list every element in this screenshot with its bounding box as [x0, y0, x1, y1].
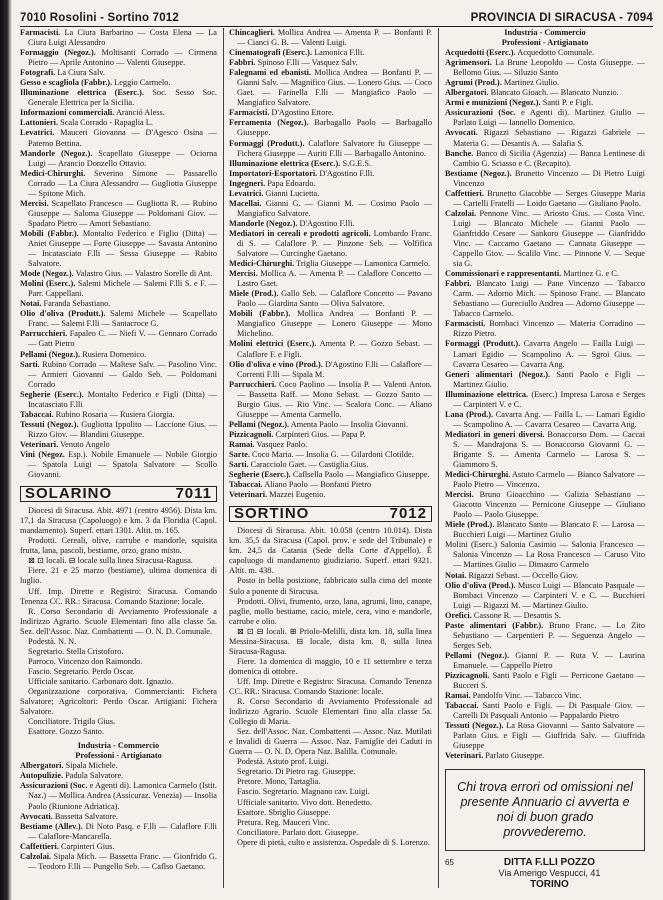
directory-entry: Calzolai. Sipala Mich. — Bassetta Franc. — Gionfrido G. — Teodoro F.lli — Pungello Seb. — Caflso Gaetano.	[20, 851, 217, 871]
page-header	[20, 6, 653, 24]
directory-entry: Pellami (Negoz.). Amenta Paolo — Insolia Giovanni.	[229, 419, 409, 429]
industry-title: Industria - Commercio	[77, 741, 160, 751]
description-paragraph: Posto in bella posizione, fabbricato sulla cima del monte Sulo a ponente di Siracusa.	[229, 576, 432, 596]
directory-entry: Importatori-Esportatori. D'Agostino F.lli.	[229, 168, 375, 178]
description-paragraph: Diocesi di Siracusa. Abit. 4971 (centro 4956). Dista km. 17,1 da Siracusa (Capoluogo) e km. 3 da Floridia (Capol. mandamento). Superf. ettari 1301. Altit. m. 165.	[20, 506, 217, 536]
directory-entry: Fotografi. La Ciura Salv.	[20, 68, 105, 78]
description-paragraph: R. Corso Secondario di Avviamento Professionale ad Indirizzo Agrario. Scuole Elementari fino alla classe 5a. Collegio di Maria.	[229, 697, 432, 727]
directory-entry: Medici-Chirurghi. Triglia Giuseppe — Lamonica Carmelo.	[229, 259, 431, 269]
directory-entry: Molini elettrici (Eserc.). Amenta P. — Gozzo Sebast. — Calaflore F. e Figli.	[229, 339, 432, 359]
description-paragraph: Parroco. Vincenzo don Raimondo.	[28, 656, 143, 666]
directory-entry: Pellami (Negoz.). Rusiera Domenico.	[20, 349, 147, 359]
errata-notice: Chi trova errori od omissioni nel presente Annuario ci avverta e noi di buon grado provvederemo.	[445, 769, 645, 851]
sortino-entries	[445, 48, 645, 761]
directory-entry: Autopulizie. Padula Salvatore.	[20, 771, 124, 781]
directory-entry: Veterinari. Parlato Giuseppe.	[445, 751, 545, 761]
directory-entry: Levatrici. Mauceri Giovanna — D'Agesco Osina — Paterno Bettina.	[20, 128, 217, 148]
column-divider	[223, 28, 224, 888]
directory-entry: Olio d'oliva (Prod.). Musco Luigi — Blancato Pasquale — Bombaci Vincenzo — Carpinteri V. e C. — Bucchieri Luigi — Rigazzi M. — Martinez Giulio.	[445, 580, 645, 610]
ad-company: DITTA F.LLI POZZO	[503, 857, 595, 869]
solarino-description	[20, 506, 217, 737]
directory-entry: Albergatori. Sipala Michele.	[20, 761, 118, 771]
directory-entry: Gesso e scagliola (Fabbr.). Leggio Carmelo.	[20, 78, 171, 88]
directory-entry: Levatrici. Gianni Lucietta.	[229, 188, 320, 198]
column-divider	[438, 28, 439, 888]
directory-entry: Sarti. Rubino Corrado — Maltese Salv. — Pasolino Vinc. — Armieri Giovanni — Galdo Seb. — Poldomani Corrado	[20, 359, 217, 389]
directory-entry: Farmacisti. La Ciura Barbarino — Costa Elena — La Ciura Luigi Alessandro	[20, 28, 217, 48]
directory-entry: Mandorle (Negoz.). Scapellato Giuseppe — Ociorna Luigi — Arancio Donzello Ottavio.	[20, 148, 217, 168]
directory-entry: Illuminazione elettrica. (Eserc.) Impresa Larosa e Serges — Carpinteri V. e C.	[445, 389, 646, 409]
directory-entry: Ramai. Vasquez Paolo.	[229, 439, 308, 449]
scan-edge-shadow	[0, 0, 12, 900]
description-paragraph: R. Corso Secondario di Avviamento Professionale a Indirizzo Agrario. Scuole Elementari fino alla classe 5a. Sez. dell'Assoc. Naz. Combattenti — O. N. D. Comunale.	[20, 606, 217, 636]
solarino-heading	[20, 486, 217, 502]
directory-entry: Lana (Prod.). Cavarra Ang. — Failla L. — Lamari Egidio — Scampolino A. — Cavarra Cesareo — Cavarra Ang.	[445, 409, 645, 429]
directory-entry: Medici-Chirurghi. Severino Simone — Passarello Corrado — La Ciura Alessandro — Gugliotta Giuseppe — Spitone Mich.	[20, 168, 217, 198]
description-paragraph: Fiere. 21 e 25 marzo (bestiame), ultima domenica di luglio.	[20, 566, 217, 586]
description-paragraph: Diocesi di Siracusa. Abit. 10.058 (centro 10.014). Dista km. 35,5 da Siracusa (Capol. prov. e sede del Tribunale) e km. 24,5 da Catania (Sede della Corte d'Appello). È capoluogo di mandamento giudiziario. Superf. ettari 9321. Altit. m. 438.	[229, 526, 432, 576]
directory-entry: Segherie (Eserc.). Caflsella Paolo — Mangiafico Giuseppe.	[229, 470, 430, 480]
description-paragraph: Uff. Imp. Dirette e Registro: Siracusa. Comando Tenenza CC. RR.: Siracusa. Comando Stazione: locale.	[20, 586, 217, 606]
sortino-heading	[229, 506, 432, 522]
directory-entry: Paste alimentari (Fabbr.). Bruno Franc. — Lo Zito Sebastiano — Carpentieri P. — Seguenza Angelo — Serges Seb.	[445, 620, 646, 650]
directory-entry: Falegnami ed ebanisti. Mollica Andrea — Bonfanti P. — Gianni Salv. — Magnifico Gius. — Lonero Gius. — Coco Gaet. — Farinella F.lli — Mangiafico Paolo — Mangiafico Salvatore.	[229, 68, 432, 108]
directory-entry: Albergatori. Blancato Gioach. — Blancato Nunzio.	[445, 88, 619, 98]
solarino-entries-cont	[229, 28, 432, 500]
description-paragraph: Pretore. Mono, Tartaglia.	[237, 777, 321, 787]
directory-entry: Tessuti (Negoz.). Gugliotta Ippolito — Laccione Gius. — Rizzo Giov. — Blandini Giuseppe.	[20, 419, 217, 439]
description-paragraph: Esattore. Sbriglio Giuseppe.	[237, 807, 331, 817]
directory-entry: Veterinari. Venuto Angelo	[20, 439, 110, 449]
directory-entry: Veterinari. Mazzei Eugenio.	[229, 490, 326, 500]
column-1	[20, 28, 217, 888]
description-paragraph: Prodotti. Cereali, olive, carrube e mandorle, squisita frutta, lana, pascoli, bestiame, orzo, grano misto.	[20, 536, 217, 556]
directory-entry: Illuminazione elettrica (Eserc.). S.G.E.S.	[229, 158, 372, 168]
header-rule	[20, 26, 653, 27]
directory-entry: Fabbri. Spinoso F.lli — Vasquez Salv.	[229, 58, 358, 68]
directory-entry: Farmacisti. Bombaci Vincenzo — Materia Corradino — Rizzo Pietro.	[445, 319, 645, 339]
description-paragraph: Organizzazione corporativa. Commercianti: Fichera Salvatore; Agricoltori: Perdo Oscar. Artigiani: Fichera Salvatore.	[20, 687, 217, 717]
directory-entry: Pizzicagnoli. Carpinteri Gius. — Papa P.	[229, 429, 366, 439]
sortino-title: SORTINO	[234, 505, 310, 523]
directory-entry: Ingegneri. Papa Edoardo.	[229, 178, 316, 188]
directory-entry: Cinematografi (Eserc.). Lamonica F.lli.	[229, 48, 365, 58]
ad-city: TORINO	[530, 879, 569, 891]
directory-entry: Olio d'oliva (Produtt.). Salemi Michele — Scapellato Franc. — Salemi F.lli — Santacroce G.	[20, 309, 217, 329]
header-right: PROVINCIA DI SIRACUSA - 7094	[470, 12, 653, 24]
directory-entry: Agrumi (Prod.). Martinez Giulio.	[445, 78, 560, 88]
directory-entry: Formaggi (Produtt.). Cavarra Angelo — Failla Luigi — Lamari Egidio — Scampolino A. — Sgroi Gius. — Cavarra Cesareo — Cavarra Ang.	[445, 339, 645, 369]
directory-entry: Mediatori in cereali e prodotti agricoli. Lombardo Franc. di S. — Calaflore P. — Pinzone Seb. — Volfifica Salvatore — Curcinghe Gaetano.	[229, 228, 432, 259]
directory-entry: Mercisi. Bruno Gioacchino — Galizia Sebastiano — Giacotto Vincenzo — Pernicone Giuseppe — Giuliano Paolo — Paolo Giuseppe.	[445, 490, 645, 520]
description-paragraph: Sez. dell'Assoc. Naz. Combattenti — Assoc. Naz. Mutilati e Invalidi di Guerra — Assoc. Naz. Famiglie dei Caduti in Guerra — O. N. D. Opera Naz. Balilla. Comunale.	[229, 727, 432, 757]
description-paragraph: Fiere. 1a domenica di maggio, 10 e 11 settembre e terza domenica di ottobre.	[229, 656, 432, 676]
directory-entry: Parrucchieri. Fapaleo C. — Niefi V. — Gennaro Corrado — Gatt Pietro	[20, 329, 217, 349]
directory-entry: Vini (Negoz. Esp.). Nobile Emanuele — Nobile Giorgio — Spatola Luigi — Spatola Salvatore — Scollo Giovanni.	[20, 449, 217, 480]
directory-entry: Avvocati. Bassetta Salvatore.	[20, 811, 119, 821]
directory-entry: Lattonieri. Scala Corrado - Rapaglia L.	[20, 118, 153, 128]
description-paragraph: ⊠ ⊡ locali. ⊟ locale sulla linea Siracusa-Ragusa.	[28, 556, 193, 566]
description-paragraph: Opere di pietà, culto e assistenza. Ospedale di S. Lorenzo.	[237, 837, 430, 847]
column-2	[229, 28, 432, 888]
directory-entry: Notai. Faranda Sebastiano.	[20, 299, 111, 309]
directory-entry: Tessuti (Negoz.). La Rosa Giovanni — Santo Salvatore — Parlato Gius. e Figli — Giuffrida Salv. — Giuffrida Giuseppe	[445, 721, 645, 751]
directory-entry: Caffettieri. Carpinteri Gius.	[20, 841, 115, 851]
description-paragraph: Segretario. Stella Cristoforo.	[28, 646, 124, 656]
directory-entry: Pizzicagnoli. Santi Paolo e Figli — Perricone Gaetano — Bucceri S.	[445, 671, 645, 691]
sortino-description	[229, 526, 432, 848]
column-3	[445, 28, 646, 891]
sortino-code: 7012	[389, 505, 427, 523]
description-paragraph: Ufficiale sanitario. Carbonaro dott. Ignazio.	[28, 676, 174, 686]
description-paragraph: Esattore. Gozzo Santo.	[28, 727, 105, 737]
directory-entry: Notai. Rigazzi Sebast. — Occello Giov.	[445, 570, 579, 580]
solarino-title: SOLARINO	[25, 485, 113, 503]
directory-entry: Assicurazioni (Soc. e Agenti di). Lamonica Carmelo (Istit. Naz.) — Mollica Andrea (Assicuraz. Venezia) — Insolia Paolo (Riunione Adriatica).	[20, 781, 218, 811]
description-paragraph: Fascio. Segretario. Perdo Oscar.	[28, 666, 135, 676]
header-left: 7010 Rosolini - Sortino 7012	[20, 12, 179, 24]
directory-entry: Avvocati. Rigazzi Sebastiano — Rigazzi Gabriele — Materia G. — Desantis A. — Salafia S.	[445, 128, 645, 148]
description-paragraph: Pretura. Reg. Mauceri Vinc.	[237, 817, 330, 827]
ad-address: Via Amerigo Vespucci, 41	[498, 868, 601, 879]
directory-entry: Caffettieri. Brunetto Giacobbe — Serges Giuseppe Maria — Cartelli Fratelli — Loido Gaetano — Giuliano Paolo.	[445, 188, 645, 208]
industry-subtitle: Professioni - Artigianato	[501, 38, 589, 48]
directory-entry: Molini (Eserc.). Salemi Michele — Salemi F.lli S. e F. — Parr. Cappellani.	[20, 279, 217, 299]
directory-entry: Mandorle (Negoz.). D'Agostino F.lli.	[229, 218, 355, 228]
directory-entry: Formaggi (Produtt.). Calaflore Salvatore fu Giuseppe — Fichera Giuseppe — Auriti F.lli — Barbagallo Antonino.	[229, 138, 432, 158]
directory-entry: Commissionari e rappresentanti. Martinez G. e C.	[445, 269, 619, 279]
advertisement	[445, 857, 645, 890]
directory-entry: Ferramenta (Negoz.). Barbagallo Paolo — Barbagallo Giuseppe.	[229, 118, 432, 138]
directory-entry: Tabaccai. Aliano Paolo — Bonfanti Pietro	[229, 480, 372, 490]
directory-entry: Orefici. Cassone R. — Desantis S.	[445, 610, 562, 620]
directory-entry: Mode (Negoz.). Valastro Gius. — Valastro Sorelle di Ant.	[20, 269, 213, 279]
description-paragraph: Ufficiale sanitario. Vivo dott. Benedetto.	[237, 797, 372, 807]
directory-entry: Sarte. Coco Maria. — Insolia G. — Gilardoni Clotilde.	[229, 449, 414, 459]
solarino-code: 7011	[175, 485, 212, 503]
directory-entry: Mercisi. Scapellato Francesco — Gugliotta R. — Rubino Giuseppe — Saloma Giuseppe — Poldomani Giov. — Spadaro Pietro — Amori Sebastiano.	[20, 198, 217, 228]
directory-entry: Tabaccai. Santi Paolo e Figli. — Di Pasquale Giov. — Cartelli Di Pasquali Antonio — Pappalardo Pietro	[445, 701, 645, 721]
directory-entry: Ramai. Pandolfo Vinc. — Tabacco Vinc.	[445, 691, 582, 701]
directory-entry: Mediatori in generi diversi. Bonaccorso Dom. — Caccai S. — Mandrajona S. — Bonaccorso Giovanni G. — Brigante S. — Amenta Carmelo — Larosa S. — Giammoro S.	[445, 429, 646, 470]
directory-entry: Assicurazioni (Soc. e Agenti di). Martinez Giulio — Parlato Luigi — Iannello Domenico.	[445, 108, 645, 128]
description-paragraph: Podestà. N. N.	[28, 636, 77, 646]
description-paragraph: Segretario. Di Pietro rag. Giuseppe.	[237, 767, 356, 777]
directory-entry: Parrucchieri. Coco Paolino — Insolia P. — Valenti Anton. — Bassetta Raff. — Mono Sebast. — Gozzo Santo — Burgio Gius. — Rio Vinc. — Scalora Conc. — Aliano Giuseppe — Amenta Carmello.	[229, 379, 432, 419]
directory-entry: Pellami (Negoz.). Gianni P. — Ruta V. — Laurina Emanuele. — Cappello Pietro	[445, 650, 645, 670]
directory-entry: Fabbri. Blancato Luigi — Pane Vincenzo — Tabacco Carm. — Adorno Mich. — Spinoso Franc. — Blancato Sebastiano — Gureciullo Andrea — Adorno Giuseppe — Tabacco Carmelo.	[445, 279, 645, 319]
directory-entry: Segherie (Eserc.). Montalto Federico e Figli (Ditta) — Incatasciato F.lli	[20, 389, 218, 409]
page-number: 65	[445, 858, 454, 868]
rosolini-entries	[20, 28, 217, 480]
industry-title: Industria - Commercio	[504, 28, 586, 37]
directory-entry: Miele (Prod.). Gallo Seb. — Calaflore Concetto — Pavano Paolo — Giardina Santo — Oliva Salvatore.	[229, 289, 432, 309]
directory-entry: Medici-Chirurghi. Astuto Carmelo — Bianco Salvatore — Paolo Pietro — Vincenzo.	[445, 470, 645, 490]
description-paragraph: Conciliatore. Parlato dott. Giuseppe.	[237, 827, 359, 837]
description-paragraph: Uff. Imp. Dirette e Registro: Siracusa. Comando Tenenza CC. RR.: Siracusa. Comando Stazione: locale.	[229, 676, 432, 696]
directory-entry: Illuminazione elettrica (Eserc.). Soc. Sesso Soc. Generale Elettrica per la Sicilia.	[20, 88, 217, 108]
directory-entry: Armi e munizioni (Negoz.). Santi P. e Figli.	[445, 98, 594, 108]
directory-entry: Informazioni commerciali. Aranció Aless.	[20, 108, 165, 118]
description-paragraph: Fascio. Segretario. Magnano cav. Luigi.	[237, 787, 370, 797]
description-paragraph: ⊠ ⊡ ⊟ locali. ⊞ Priolo-Melilli, dista km. 18, sulla linea Messina-Siracusa. ⊟ locale, dista km. 8, sulla linea Siracusa-Ragusa.	[229, 626, 432, 656]
directory-entry: Bestiame (Negoz.). Brunetto Vincenzo — Di Pietro Luigi Vincenzo	[445, 168, 645, 188]
industry-subtitle: Professioni - Artigianato	[75, 751, 162, 761]
directory-entry: Generi alimentari (Negoz.). Santi Paolo e Figli — Martinez Giulio.	[445, 369, 646, 389]
directory-entry: Chincaglieri. Mollica Andrea — Amenta P. — Bonfanti P. — Cianci G. B. — Valenti Luigi.	[229, 28, 432, 48]
description-paragraph: Conciliatore. Trigila Gius.	[28, 717, 116, 727]
directory-entry: Calzolai. Pennone Vinc. — Ariosto Gius. — Costa Vinc. Luigi — Blancato Michele — Gianni Paolo — Gianfriddo Cesare — Sankoro Giuseppe — Gianfriddo Vinc. — Caccamo Gaetano — Cannata Giuseppe — Cappello Giov. — Scalilo Vinc. — Pinnone V. — Seque sia G.	[445, 208, 645, 269]
directory-entry: Mercisi. Mollica A. — Amenta P. — Calaflore Concetto — Lastro Gaet.	[229, 269, 432, 289]
directory-entry: Sarti. Caracciolo Gaet. — Castiglia Gius.	[229, 460, 369, 470]
directory-entry: Tabaccai. Rubino Rosaria — Rusiera Giorgia.	[20, 409, 175, 419]
directory-entry: Mobili (Fabbr.). Montalto Federico e Figlio (Ditta) — Aniet Giuseppe — Forte Giuseppe — Savasta Antonino — Incatasciato F.lli — Sessa Giuseppe — Rabito Salvatore.	[20, 228, 217, 269]
directory-entry: Miele (Prod.). Blancato Santo — Blancato F. — Larosa — Bucchieri Luigi — Martinez Giulio	[445, 520, 645, 540]
directory-entry: Formaggio (Negoz.). Moltisanti Corrado — Cirmena Pietro — Aprile Antonino — Valenti Giuseppe.	[20, 48, 217, 68]
solarino-entries	[20, 761, 217, 872]
directory-entry: Molini (Eserc.) Salonia Casimio — Salonia Francesco — Salonia Vincenzo — La Rosa Francesco — Caruso Vito — Martines Giulio — Dimauro Carmelo	[445, 540, 645, 570]
directory-entry: Acquedotti (Eserc.). Acquedotto Comunale.	[445, 48, 595, 58]
directory-entry: Bestiame (Allev.). Di Noto Pasq. e F.lli — Calaflore F.lli — Calaflore-Mancarella.	[20, 821, 217, 841]
directory-entry: Macellai. Gianni G. — Gianni M. — Cosimo Paolo — Mangiafico Salvatore.	[229, 198, 432, 218]
directory-entry: Farmacisti. D'Agostino Ettore.	[229, 108, 334, 118]
directory-entry: Agrimensori. La Brune Leopoldo — Costa Giuseppe. — Bellomo Gius. — Siluzio Santo	[445, 58, 645, 78]
description-paragraph: Prodotti. Olivi, frumento, orzo, lana, agrumi, lino, canape, paglie, mollo bestiame, cacio, miele, cera, vino e mandorle, carrube e olio.	[229, 596, 432, 626]
description-paragraph: Podestà. Astuto prof. Luigi.	[237, 757, 329, 767]
directory-entry: Banche. Banco di Sicilia (Agenzia) — Banca Lentinese di Cambio G. Sciasso e C. (Recapito).	[445, 148, 645, 168]
directory-entry: Olio d'oliva e vino (Prod.). D'Agostino F.lli — Calaflore — Correnti F.lli — Sipala M.	[229, 359, 433, 379]
directory-entry: Mobili (Fabbr.). Mollica Andrea — Bonfanti P. — Mangiafico Giuseppe — Lonero Giuseppe — Mono Michelino.	[229, 309, 433, 339]
